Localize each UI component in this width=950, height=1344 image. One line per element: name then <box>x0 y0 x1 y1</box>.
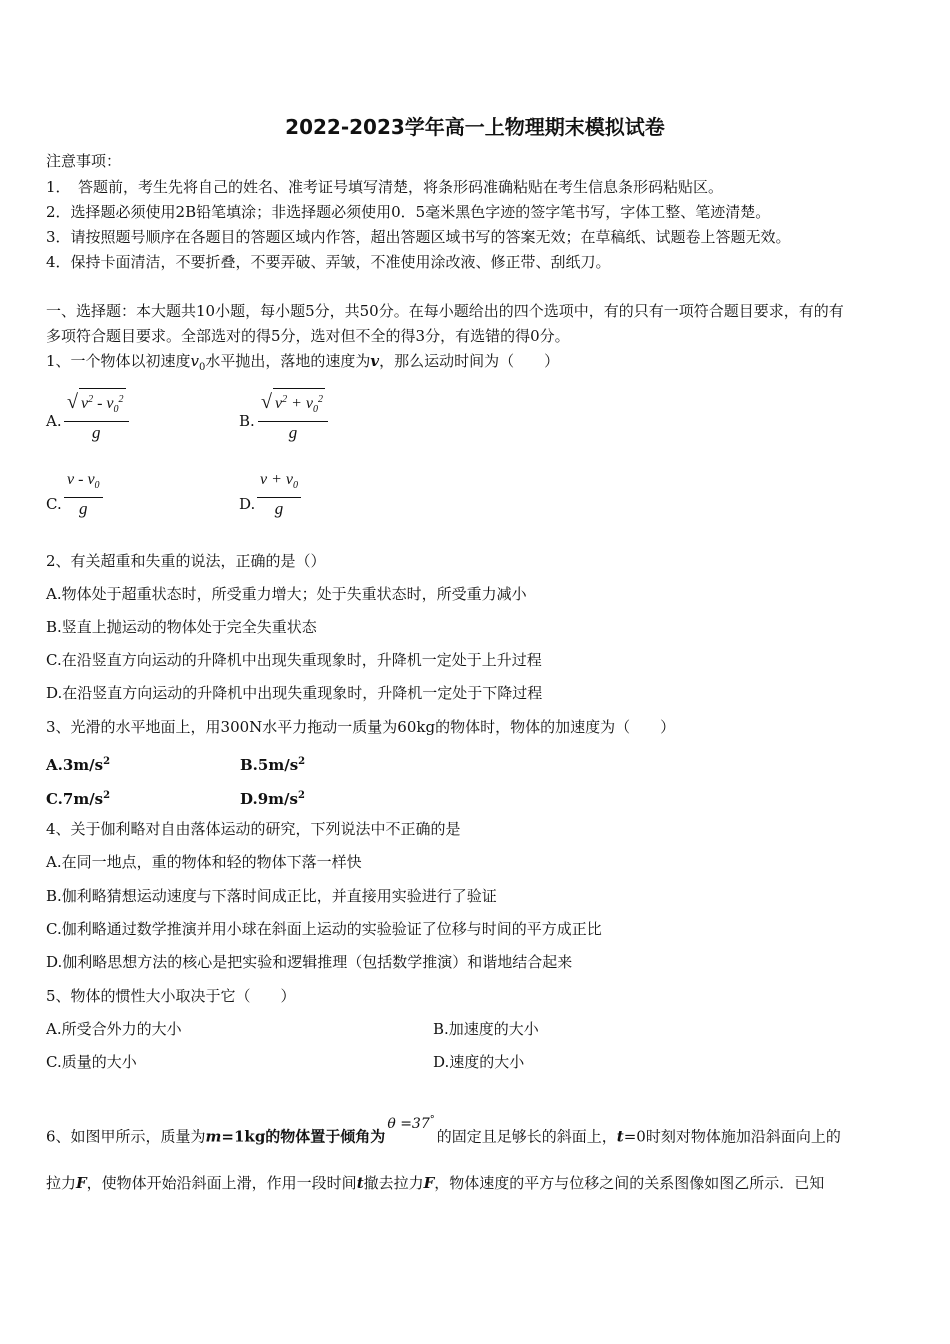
q1-option-a-label: A. <box>46 412 62 430</box>
q5-option-a: A.所受合外力的大小 <box>46 1020 182 1038</box>
question-4-stem: 4、关于伽利略对自由落体运动的研究，下列说法中不正确的是 <box>46 820 461 838</box>
notice-item-4: 4．保持卡面清洁，不要折叠，不要弄破、弄皱，不准使用涂改液、修正带、刮纸刀。 <box>46 253 611 271</box>
question-5-stem: 5、物体的惯性大小取决于它（ ） <box>46 987 296 1005</box>
q3-option-c <box>46 786 110 809</box>
q4-option-c: C.伽利略通过数学推演并用小球在斜面上运动的实验验证了位移与时间的平方成正比 <box>46 920 602 938</box>
q6-m: m <box>205 1127 222 1146</box>
q3-option-b <box>240 752 305 775</box>
q1-d-num-left: v <box>260 471 268 488</box>
q3-option-a-text: A.3m/s <box>46 756 104 774</box>
q1-v0: v <box>190 352 200 370</box>
q1-b-num-right: v <box>305 395 313 412</box>
q1-b-den: g <box>288 423 298 443</box>
q5-option-c: C.质量的大小 <box>46 1053 137 1071</box>
q1-prefix: 1、一个物体以初速度 <box>46 352 191 370</box>
q3-option-a <box>46 752 110 775</box>
q3-option-a-exp: 2 <box>103 756 111 767</box>
q1-option-c-label: C. <box>46 495 62 513</box>
q5-option-d: D.速度的大小 <box>433 1053 525 1071</box>
q6-line2b: ，使物体开始沿斜面上滑，作用一段时间 <box>86 1174 357 1192</box>
q1-v0-sub: 0 <box>199 362 206 373</box>
q6-theta <box>387 1116 434 1132</box>
q1-a-num-left: v <box>80 395 89 412</box>
question-2-stem: 2、有关超重和失重的说法，正确的是（） <box>46 552 326 570</box>
q5-option-b: B.加速度的大小 <box>433 1020 539 1038</box>
q3-option-c-exp: 2 <box>103 790 111 801</box>
q1-c-num-right: v <box>87 471 95 488</box>
q1-a-num-right: v <box>106 395 114 412</box>
q1-b-num-left: v <box>274 395 283 412</box>
q2-option-a: A.物体处于超重状态时，所受重力增大；处于失重状态时，所受重力减小 <box>46 585 527 603</box>
q6-p2: =1kg的物体置于倾角为 <box>221 1127 386 1146</box>
q1-v: v <box>370 352 380 370</box>
q1-b-op: + <box>287 395 306 412</box>
section-intro-line-1: 一、选择题：本大题共10小题，每小题5分，共50分。在每小题给出的四个选项中，有的只有一项符合题目要求，有的有 <box>46 302 844 320</box>
q4-option-a: A.在同一地点，重的物体和轻的物体下落一样快 <box>46 853 362 871</box>
q1-c-sub: 0 <box>94 480 100 492</box>
q6-t2: t <box>356 1174 364 1192</box>
q6-line2c: 撤去拉力 <box>363 1174 424 1192</box>
q1-suffix: ，那么运动时间为（ ） <box>379 352 560 370</box>
sqrt-symbol: √ <box>261 391 272 413</box>
q1-option-b-label: B. <box>239 412 255 430</box>
q1-c-op: - <box>74 471 88 488</box>
question-6-line-2 <box>46 1173 824 1193</box>
notice-item-3: 3．请按照题号顺序在各题目的答题区域内作答，超出答题区域书写的答案无效；在草稿纸、试题卷上答题无效。 <box>46 228 791 246</box>
sqrt-symbol: √ <box>67 391 78 413</box>
q1-option-b-formula: √ $v^2 + v_0^2$ g <box>258 388 328 444</box>
section-intro-line-2: 多项符合题目要求。全部选对的得5分，选对但不全的得3分，有选错的得0分。 <box>46 327 570 345</box>
q3-option-d-text: D.9m/s <box>240 790 298 808</box>
q4-option-d: D.伽利略思想方法的核心是把实验和逻辑推理（包括数学推演）和谐地结合起来 <box>46 953 573 971</box>
question-1-stem <box>46 351 559 378</box>
q2-option-c: C.在沿竖直方向运动的升降机中出现失重现象时，升降机一定处于上升过程 <box>46 651 542 669</box>
q2-option-b: B.竖直上抛运动的物体处于完全失重状态 <box>46 618 317 636</box>
question-3-stem: 3、光滑的水平地面上，用300N水平力拖动一质量为60kg的物体时，物体的加速度为（ ） <box>46 718 676 736</box>
q3-option-b-exp: 2 <box>298 756 306 767</box>
q3-option-b-text: B.5m/s <box>240 756 299 774</box>
q1-option-a-formula: √ $v^2 - v_0^2$ g <box>64 388 129 444</box>
q1-b-sub: 0 <box>313 404 318 416</box>
q1-mid: 水平抛出，落地的速度为 <box>205 352 371 370</box>
q1-option-d-formula <box>257 469 301 520</box>
q3-option-d-exp: 2 <box>297 790 305 801</box>
q1-d-op: + <box>267 471 286 488</box>
q6-deg: ° <box>429 1114 435 1125</box>
q3-option-c-text: C.7m/s <box>46 790 104 808</box>
q1-d-num-right: v <box>285 471 294 488</box>
q4-option-b: B.伽利略猜想运动速度与下落时间成正比，并直接用实验进行了验证 <box>46 887 497 905</box>
q1-d-sub: 0 <box>293 480 299 492</box>
q1-c-den: g <box>79 499 88 519</box>
q6-p1: 6、如图甲所示，质量为 <box>46 1127 206 1146</box>
notice-heading: 注意事项： <box>46 152 122 170</box>
q1-option-d-label: D. <box>239 495 256 513</box>
question-6-line-1 <box>46 1114 841 1148</box>
q1-a-sub: 0 <box>113 404 119 416</box>
q6-p3: 的固定且足够长的斜面上， <box>436 1127 617 1146</box>
notice-item-2: 2．选择题必须使用2B铅笔填涂；非选择题必须使用0．5毫米黑色字迹的签字笔书写，字体工整、笔迹清楚。 <box>46 203 771 221</box>
q1-d-den: g <box>274 499 284 519</box>
q6-line2d: ，物体速度的平方与位移之间的关系图像如图乙所示．已知 <box>434 1174 825 1192</box>
q6-theta-text: θ =37 <box>387 1115 430 1132</box>
q6-F1: F <box>76 1174 87 1192</box>
q6-p4: =0时刻对物体施加沿斜面向上的 <box>623 1127 841 1146</box>
q1-option-c-formula <box>64 469 103 520</box>
page-title: 2022-2023学年高一上物理期末模拟试卷 <box>285 115 665 139</box>
q1-a-den: g <box>92 423 101 443</box>
q6-line2a: 拉力 <box>46 1174 77 1192</box>
q1-a-op: - <box>93 395 107 412</box>
q6-F2: F <box>423 1174 435 1192</box>
q1-c-num-left: v <box>67 471 75 488</box>
q3-option-d <box>240 786 305 809</box>
q2-option-d: D.在沿竖直方向运动的升降机中出现失重现象时，升降机一定处于下降过程 <box>46 684 543 702</box>
notice-item-1: 1． 答题前，考生先将自己的姓名、准考证号填写清楚，将条形码准确粘贴在考生信息条形码粘贴区。 <box>46 178 724 196</box>
q6-t: t <box>616 1127 624 1146</box>
